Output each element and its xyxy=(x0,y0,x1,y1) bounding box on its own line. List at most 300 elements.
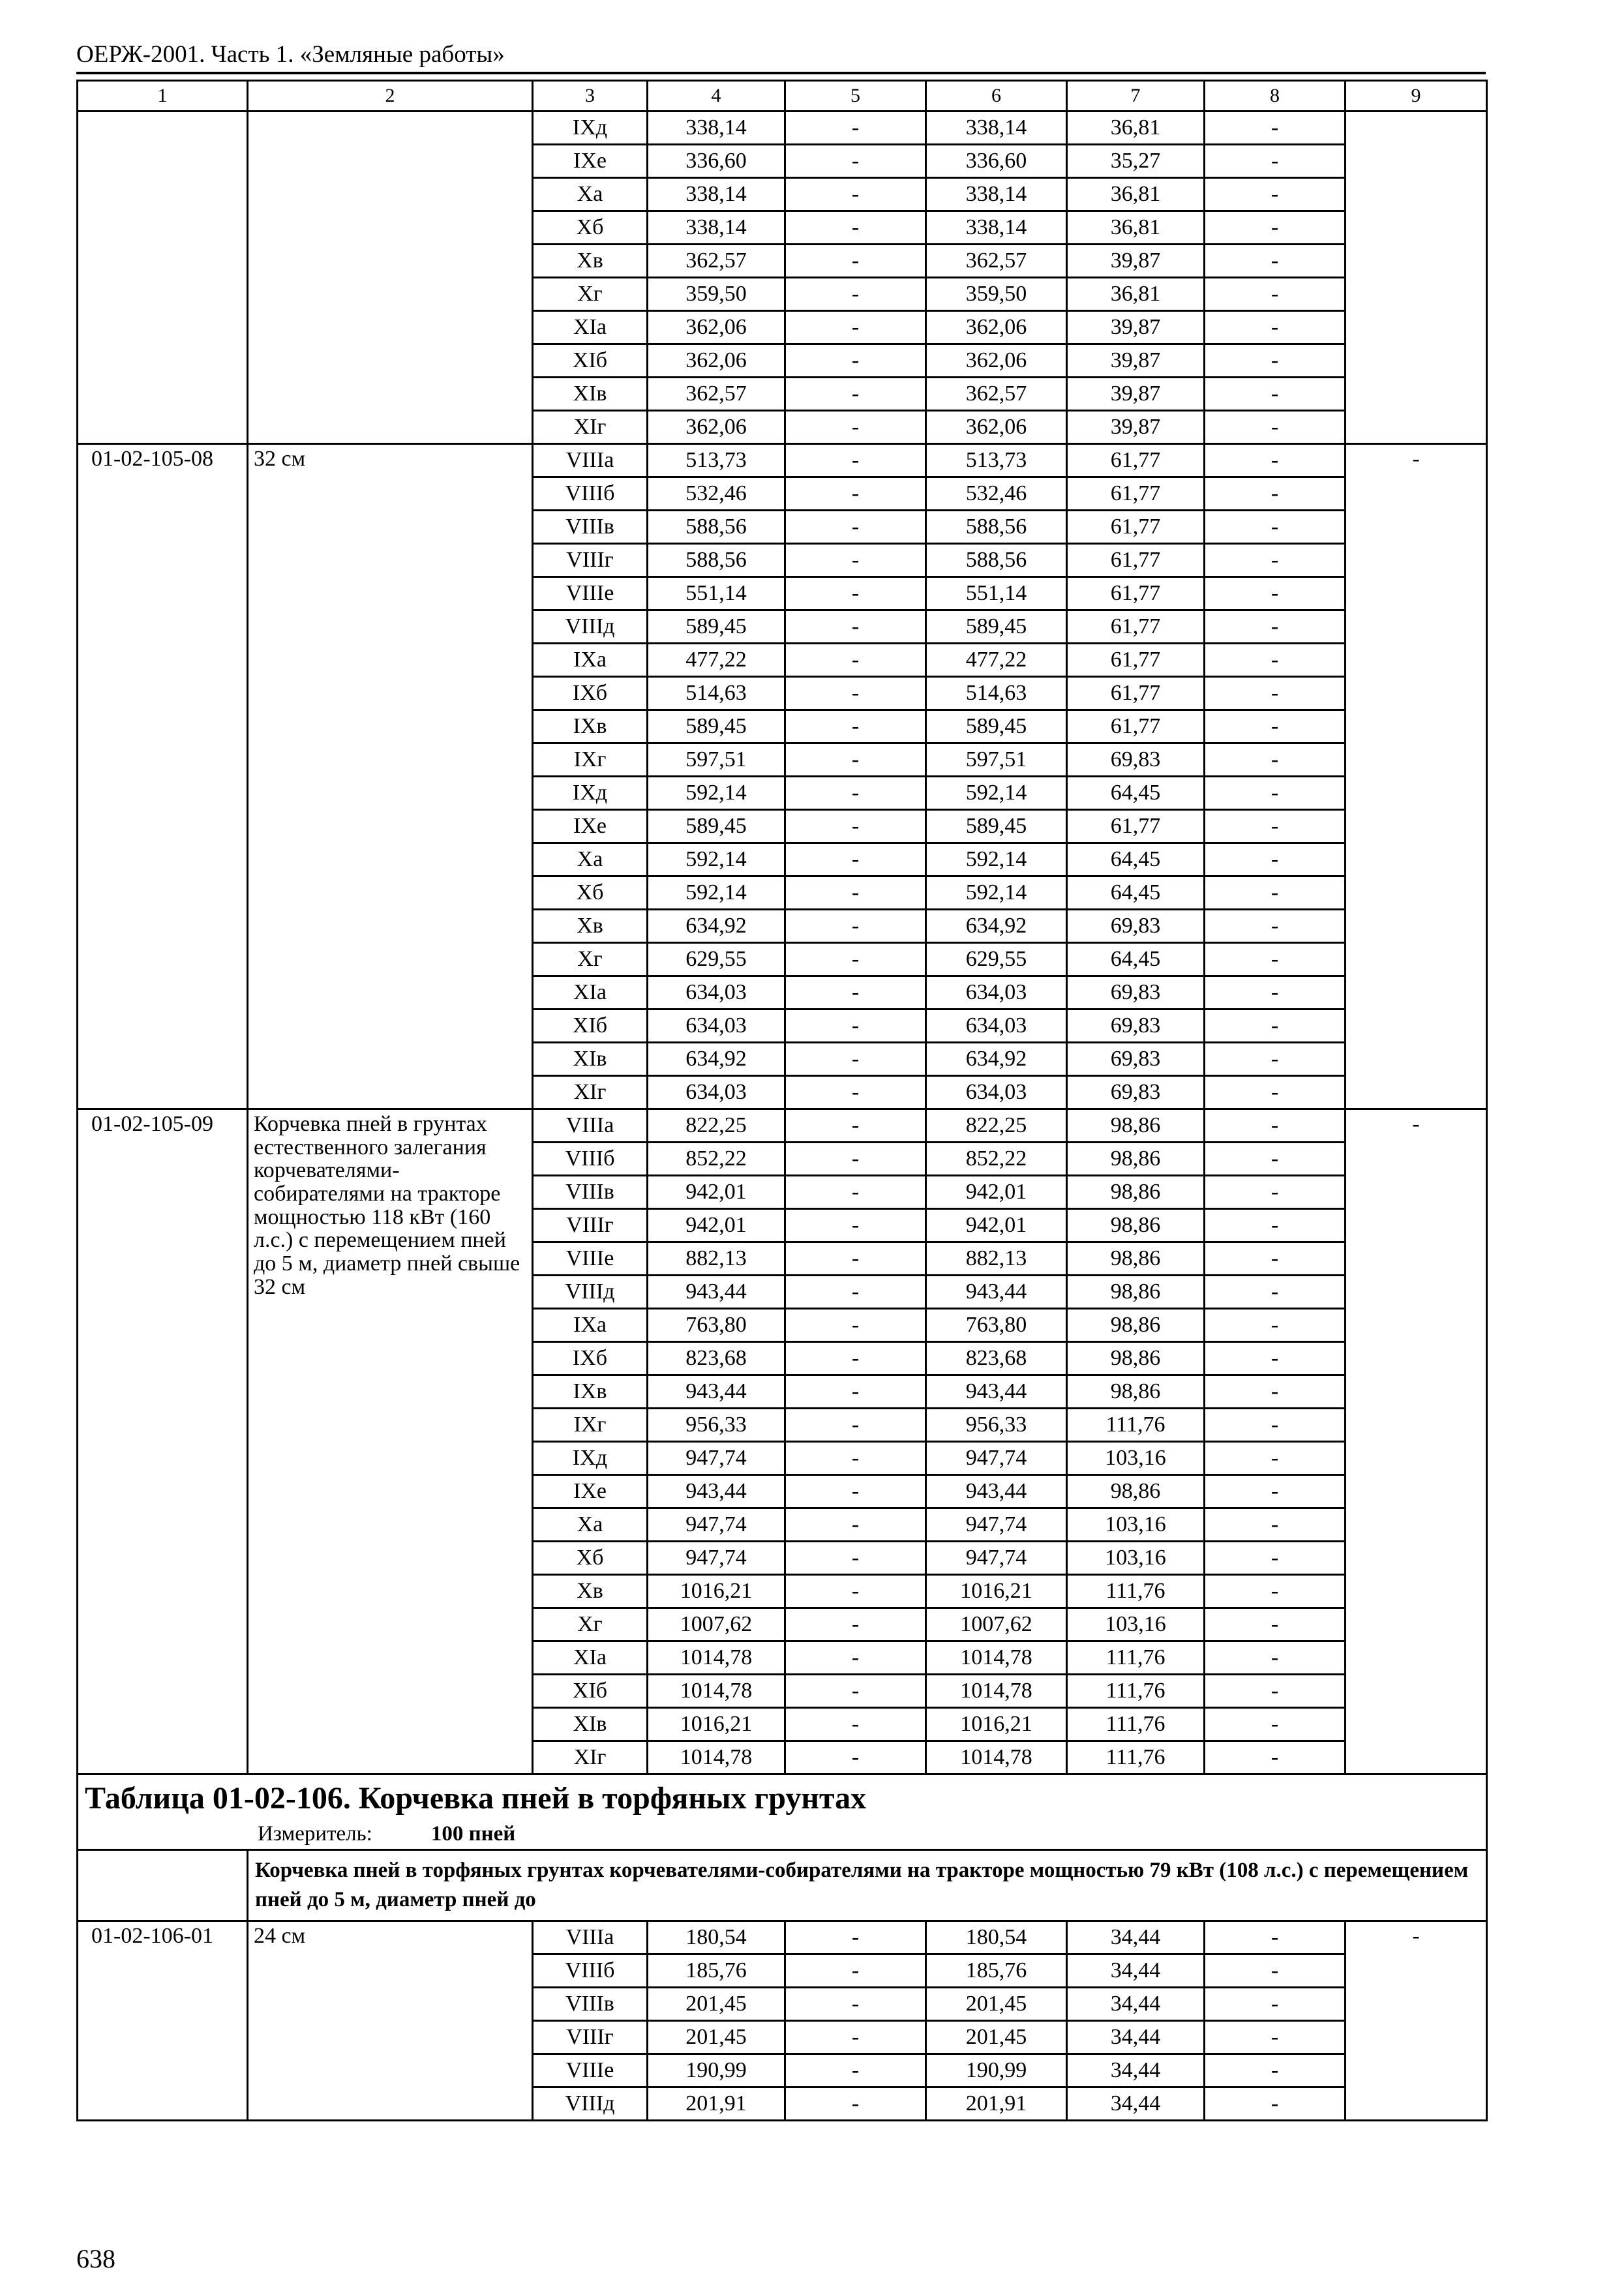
rate-value-cell: XIб xyxy=(533,1010,648,1043)
rate-value-cell: 61,77 xyxy=(1067,477,1205,511)
table-title-cell xyxy=(78,1774,1487,1850)
rate-value-cell: 362,57 xyxy=(926,378,1067,411)
rate-value-cell: 61,77 xyxy=(1067,544,1205,577)
rate-value-cell: - xyxy=(1205,1143,1346,1176)
table-subheading: Корчевка пней в торфяных грунтах корчевателями-собирателями на тракторе мощностью 79 кВт (108 л.с.) с перемещением пней до 5 м, диаметр пней до xyxy=(248,1850,1487,1921)
rate-value-cell: 103,16 xyxy=(1067,1608,1205,1641)
rate-value-cell: 1016,21 xyxy=(648,1708,785,1741)
rate-value-cell: 551,14 xyxy=(926,577,1067,610)
rate-value-cell: 588,56 xyxy=(926,544,1067,577)
rate-value-cell: XIб xyxy=(533,1675,648,1708)
rate-value-cell: 592,14 xyxy=(648,843,785,876)
rate-value-cell: 634,03 xyxy=(926,1076,1067,1109)
rate-value-cell: 589,45 xyxy=(926,610,1067,644)
rate-value-cell: 69,83 xyxy=(1067,910,1205,943)
rate-value-cell: 942,01 xyxy=(648,1176,785,1209)
rate-value-cell: 362,06 xyxy=(926,311,1067,344)
rate-value-cell: 61,77 xyxy=(1067,644,1205,677)
column-number-row xyxy=(78,81,1487,112)
rate-value-cell: 69,83 xyxy=(1067,976,1205,1010)
rate-value-cell: 943,44 xyxy=(926,1276,1067,1309)
rate-value-cell: 34,44 xyxy=(1067,2054,1205,2087)
rate-value-cell: 98,86 xyxy=(1067,1143,1205,1176)
rate-value-cell: 69,83 xyxy=(1067,743,1205,777)
column-number: 4 xyxy=(648,81,785,112)
rate-value-cell: 201,45 xyxy=(648,2020,785,2054)
rate-value-cell: 1014,78 xyxy=(926,1641,1067,1675)
rate-value-cell: 947,74 xyxy=(926,1542,1067,1575)
rate-value-cell: 201,45 xyxy=(926,1987,1067,2020)
rate-value-cell: 1007,62 xyxy=(926,1608,1067,1641)
table-row xyxy=(78,1921,1487,1954)
rate-value-cell: VIIIб xyxy=(533,1143,648,1176)
rate-value-cell: - xyxy=(1205,710,1346,743)
rate-value-cell: 98,86 xyxy=(1067,1342,1205,1375)
rate-value-cell: VIIIд xyxy=(533,610,648,644)
rate-value-cell: 34,44 xyxy=(1067,1987,1205,2020)
rates-table xyxy=(76,80,1488,2121)
rate-value-cell: 592,14 xyxy=(648,876,785,910)
rate-value-cell: - xyxy=(1205,610,1346,644)
rate-value-cell: - xyxy=(1205,1987,1346,2020)
rate-value-cell: 1014,78 xyxy=(926,1675,1067,1708)
rate-value-cell: XIб xyxy=(533,344,648,378)
rate-value-cell: VIIIд xyxy=(533,1276,648,1309)
rate-value-cell: 362,06 xyxy=(926,344,1067,378)
rate-value-cell: 64,45 xyxy=(1067,943,1205,976)
rate-value-cell: - xyxy=(785,1641,926,1675)
rate-value-cell: 103,16 xyxy=(1067,1508,1205,1542)
rate-value-cell: VIIIд xyxy=(533,2087,648,2120)
rate-value-cell: IXд xyxy=(533,112,648,145)
rate-value-cell: - xyxy=(1205,1741,1346,1774)
rate-value-cell: 532,46 xyxy=(648,477,785,511)
rate-value-cell: - xyxy=(785,1708,926,1741)
rate-code-cell: 01-02-105-08 xyxy=(78,444,248,1109)
rate-value-cell: - xyxy=(1205,1242,1346,1276)
rate-value-cell: 589,45 xyxy=(926,710,1067,743)
measure-value: 100 пней xyxy=(430,1821,516,1846)
rate-value-cell: 61,77 xyxy=(1067,810,1205,843)
subheading-blank-cell xyxy=(78,1850,248,1921)
rate-value-cell: Xб xyxy=(533,1542,648,1575)
rate-value-cell: 882,13 xyxy=(926,1242,1067,1276)
rate-value-cell: 588,56 xyxy=(648,544,785,577)
rate-value-cell: 1014,78 xyxy=(648,1641,785,1675)
rate-value-cell: - xyxy=(1205,278,1346,311)
rate-value-cell: 634,03 xyxy=(648,1010,785,1043)
rate-value-cell: - xyxy=(785,1442,926,1475)
rate-value-cell: 589,45 xyxy=(648,610,785,644)
rate-value-cell: 634,92 xyxy=(926,910,1067,943)
rate-value-cell: 822,25 xyxy=(648,1109,785,1143)
rate-value-cell: XIв xyxy=(533,1708,648,1741)
rate-value-cell: 362,06 xyxy=(648,344,785,378)
rate-value-cell: - xyxy=(1205,777,1346,810)
rate-value-cell: VIIIе xyxy=(533,1242,648,1276)
rate-value-cell: 588,56 xyxy=(926,511,1067,544)
rate-value-cell: 111,76 xyxy=(1067,1409,1205,1442)
rate-value-cell: Xв xyxy=(533,245,648,278)
rate-value-cell: Xб xyxy=(533,211,648,245)
rate-value-cell: - xyxy=(1205,1309,1346,1342)
rate-value-cell: VIIIв xyxy=(533,1176,648,1209)
rate-value-cell: 64,45 xyxy=(1067,777,1205,810)
rate-value-cell: - xyxy=(785,1176,926,1209)
rate-value-cell: 98,86 xyxy=(1067,1309,1205,1342)
rate-value-cell: - xyxy=(785,943,926,976)
rate-description-cell: Корчевка пней в грунтах естественного залегания корчевателями-собирателями на тракторе мощностью 118 кВт (160 л.с.) с перемещением пней до 5 м, диаметр пней свыше 32 см xyxy=(248,1109,533,1774)
rate-value-cell: - xyxy=(1205,1708,1346,1741)
rate-value-cell: VIIIг xyxy=(533,1209,648,1242)
rate-value-cell: - xyxy=(1205,178,1346,211)
rate-value-cell: - xyxy=(1205,644,1346,677)
rate-value-cell: VIIIг xyxy=(533,544,648,577)
rate-value-cell: 822,25 xyxy=(926,1109,1067,1143)
rate-value-cell: 763,80 xyxy=(648,1309,785,1342)
rate-value-cell: 362,57 xyxy=(648,378,785,411)
rate-value-cell: Xб xyxy=(533,876,648,910)
rate-description-cell: 24 см xyxy=(248,1921,533,2120)
measure-line xyxy=(258,1823,1479,1846)
rate-value-cell: 185,76 xyxy=(926,1954,1067,1987)
rate-value-cell: 111,76 xyxy=(1067,1641,1205,1675)
rate-value-cell: - xyxy=(1205,477,1346,511)
rate-value-cell: 882,13 xyxy=(648,1242,785,1276)
rate-value-cell: 34,44 xyxy=(1067,1921,1205,1954)
rate-value-cell: 823,68 xyxy=(648,1342,785,1375)
rate-value-cell: 634,92 xyxy=(648,910,785,943)
rate-value-cell: 338,14 xyxy=(648,178,785,211)
rate-value-cell: - xyxy=(785,810,926,843)
rate-code-cell xyxy=(78,112,248,444)
rate-value-cell: 763,80 xyxy=(926,1309,1067,1342)
rate-value-cell: 947,74 xyxy=(926,1442,1067,1475)
rate-value-cell: 1016,21 xyxy=(926,1708,1067,1741)
column-number: 2 xyxy=(248,81,533,112)
rate-value-cell: 477,22 xyxy=(926,644,1067,677)
rate-value-cell: - xyxy=(785,1987,926,2020)
rate-value-cell: Xг xyxy=(533,1608,648,1641)
rate-value-cell: - xyxy=(785,777,926,810)
rate-value-cell: - xyxy=(785,2054,926,2087)
rate-value-cell: 592,14 xyxy=(648,777,785,810)
rate-value-cell: - xyxy=(1205,876,1346,910)
rate-value-cell: 336,60 xyxy=(926,145,1067,178)
column-9-cell: - xyxy=(1346,1921,1487,2120)
rate-value-cell: - xyxy=(785,677,926,710)
rate-value-cell: 98,86 xyxy=(1067,1375,1205,1409)
rate-value-cell: - xyxy=(785,311,926,344)
rate-value-cell: 39,87 xyxy=(1067,311,1205,344)
rate-value-cell: 947,74 xyxy=(926,1508,1067,1542)
rate-value-cell: 338,14 xyxy=(648,112,785,145)
rate-value-cell: - xyxy=(1205,810,1346,843)
rate-value-cell: - xyxy=(1205,1076,1346,1109)
rate-value-cell: - xyxy=(1205,112,1346,145)
rate-value-cell: - xyxy=(785,1276,926,1309)
rate-value-cell: - xyxy=(1205,1109,1346,1143)
rate-value-cell: - xyxy=(1205,411,1346,444)
header-rule xyxy=(76,72,1486,74)
page-header: ОЕРЖ-2001. Часть 1. «Земляные работы» xyxy=(76,41,505,68)
rate-value-cell: 338,14 xyxy=(926,112,1067,145)
rate-value-cell: 943,44 xyxy=(926,1475,1067,1508)
rate-value-cell: 1016,21 xyxy=(926,1575,1067,1608)
rate-value-cell: - xyxy=(785,1043,926,1076)
rate-value-cell: IXв xyxy=(533,1375,648,1409)
rate-value-cell: 36,81 xyxy=(1067,112,1205,145)
rate-value-cell: 514,63 xyxy=(648,677,785,710)
rate-value-cell: VIIIв xyxy=(533,511,648,544)
rate-code-cell: 01-02-106-01 xyxy=(78,1921,248,2120)
rate-value-cell: IXб xyxy=(533,677,648,710)
rate-value-cell: 362,06 xyxy=(926,411,1067,444)
rate-value-cell: - xyxy=(1205,2020,1346,2054)
rate-value-cell: IXд xyxy=(533,1442,648,1475)
rate-value-cell: VIIIб xyxy=(533,1954,648,1987)
column-number: 6 xyxy=(926,81,1067,112)
rate-value-cell: VIIIг xyxy=(533,2020,648,2054)
subheading-row xyxy=(78,1850,1487,1921)
rate-value-cell: 634,03 xyxy=(648,976,785,1010)
rate-value-cell: 69,83 xyxy=(1067,1043,1205,1076)
rate-value-cell: - xyxy=(785,843,926,876)
rate-value-cell: Xв xyxy=(533,1575,648,1608)
rate-value-cell: - xyxy=(1205,1276,1346,1309)
rate-value-cell: - xyxy=(785,444,926,477)
rate-value-cell: 514,63 xyxy=(926,677,1067,710)
rate-value-cell: VIIIе xyxy=(533,2054,648,2087)
rate-value-cell: - xyxy=(1205,1608,1346,1641)
rate-value-cell: 34,44 xyxy=(1067,1954,1205,1987)
rate-value-cell: VIIIе xyxy=(533,577,648,610)
rate-value-cell: VIIIб xyxy=(533,477,648,511)
rate-value-cell: 201,91 xyxy=(648,2087,785,2120)
rate-value-cell: - xyxy=(785,344,926,378)
rate-value-cell: 111,76 xyxy=(1067,1741,1205,1774)
rate-value-cell: 201,91 xyxy=(926,2087,1067,2120)
rate-value-cell: - xyxy=(785,876,926,910)
rate-value-cell: Xг xyxy=(533,278,648,311)
rate-value-cell: - xyxy=(785,1921,926,1954)
rate-value-cell: - xyxy=(1205,211,1346,245)
rate-value-cell: 103,16 xyxy=(1067,1442,1205,1475)
rate-value-cell: 111,76 xyxy=(1067,1675,1205,1708)
rate-value-cell: - xyxy=(1205,311,1346,344)
rate-value-cell: 634,03 xyxy=(648,1076,785,1109)
rate-value-cell: - xyxy=(785,1475,926,1508)
rate-value-cell: - xyxy=(1205,1010,1346,1043)
column-number: 7 xyxy=(1067,81,1205,112)
rate-value-cell: - xyxy=(785,1409,926,1442)
rate-value-cell: - xyxy=(785,112,926,145)
rate-value-cell: 943,44 xyxy=(648,1375,785,1409)
rate-value-cell: 36,81 xyxy=(1067,211,1205,245)
rate-value-cell: 111,76 xyxy=(1067,1708,1205,1741)
rate-value-cell: Xа xyxy=(533,843,648,876)
rate-value-cell: VIIIа xyxy=(533,444,648,477)
rate-value-cell: - xyxy=(785,378,926,411)
rate-value-cell: - xyxy=(1205,1508,1346,1542)
rate-value-cell: - xyxy=(785,1109,926,1143)
rate-value-cell: - xyxy=(785,1608,926,1641)
table-row xyxy=(78,112,1487,145)
rate-value-cell: - xyxy=(785,511,926,544)
rate-value-cell: - xyxy=(1205,910,1346,943)
rate-value-cell: - xyxy=(785,2020,926,2054)
rate-value-cell: 180,54 xyxy=(648,1921,785,1954)
rate-value-cell: - xyxy=(1205,1641,1346,1675)
rate-value-cell: 852,22 xyxy=(926,1143,1067,1176)
rate-value-cell: Xв xyxy=(533,910,648,943)
rate-value-cell: - xyxy=(785,1010,926,1043)
rate-value-cell: XIг xyxy=(533,1741,648,1774)
rate-value-cell: 201,45 xyxy=(926,2020,1067,2054)
rate-value-cell: 592,14 xyxy=(926,777,1067,810)
rate-value-cell: XIв xyxy=(533,378,648,411)
rate-value-cell: 1007,62 xyxy=(648,1608,785,1641)
rate-value-cell: - xyxy=(1205,1675,1346,1708)
rate-value-cell: 39,87 xyxy=(1067,344,1205,378)
rate-value-cell: 1014,78 xyxy=(926,1741,1067,1774)
rate-value-cell: - xyxy=(785,1375,926,1409)
rate-value-cell: - xyxy=(785,477,926,511)
rate-value-cell: - xyxy=(1205,943,1346,976)
rate-value-cell: 35,27 xyxy=(1067,145,1205,178)
rate-value-cell: IXе xyxy=(533,1475,648,1508)
rate-value-cell: IXе xyxy=(533,810,648,843)
column-number: 8 xyxy=(1205,81,1346,112)
rate-value-cell: 39,87 xyxy=(1067,245,1205,278)
rate-value-cell: 359,50 xyxy=(926,278,1067,311)
rate-value-cell: 956,33 xyxy=(926,1409,1067,1442)
rate-value-cell: 39,87 xyxy=(1067,378,1205,411)
rate-value-cell: 588,56 xyxy=(648,511,785,544)
rate-value-cell: - xyxy=(785,278,926,311)
rate-value-cell: - xyxy=(1205,2054,1346,2087)
rate-value-cell: IXг xyxy=(533,1409,648,1442)
rate-value-cell: 185,76 xyxy=(648,1954,785,1987)
rate-value-cell: 336,60 xyxy=(648,145,785,178)
rate-value-cell: 338,14 xyxy=(926,211,1067,245)
rate-value-cell: - xyxy=(785,1675,926,1708)
rate-value-cell: - xyxy=(1205,245,1346,278)
rate-value-cell: 61,77 xyxy=(1067,710,1205,743)
rate-value-cell: 39,87 xyxy=(1067,411,1205,444)
rate-value-cell: - xyxy=(785,245,926,278)
rate-value-cell: 477,22 xyxy=(648,644,785,677)
rate-value-cell: - xyxy=(1205,1954,1346,1987)
rate-value-cell: - xyxy=(1205,2087,1346,2120)
rate-value-cell: Xа xyxy=(533,178,648,211)
rate-value-cell: 823,68 xyxy=(926,1342,1067,1375)
column-number: 5 xyxy=(785,81,926,112)
rate-value-cell: - xyxy=(785,1242,926,1276)
measure-label: Измеритель: xyxy=(258,1821,372,1846)
rate-value-cell: 98,86 xyxy=(1067,1176,1205,1209)
rate-description-cell xyxy=(248,112,533,444)
column-9-cell: - xyxy=(1346,1109,1487,1774)
rate-value-cell: 947,74 xyxy=(648,1508,785,1542)
rate-value-cell: 98,86 xyxy=(1067,1242,1205,1276)
rate-value-cell: 359,50 xyxy=(648,278,785,311)
rate-value-cell: - xyxy=(785,1575,926,1608)
rate-value-cell: 947,74 xyxy=(648,1542,785,1575)
rate-value-cell: 34,44 xyxy=(1067,2020,1205,2054)
rate-value-cell: 180,54 xyxy=(926,1921,1067,1954)
rate-value-cell: - xyxy=(785,1954,926,1987)
rate-value-cell: 98,86 xyxy=(1067,1109,1205,1143)
rate-value-cell: 592,14 xyxy=(926,876,1067,910)
rate-value-cell: 190,99 xyxy=(926,2054,1067,2087)
rate-value-cell: 69,83 xyxy=(1067,1010,1205,1043)
rate-value-cell: - xyxy=(785,976,926,1010)
rate-value-cell: 98,86 xyxy=(1067,1475,1205,1508)
rate-value-cell: - xyxy=(785,577,926,610)
rate-value-cell: - xyxy=(785,1508,926,1542)
rate-value-cell: - xyxy=(785,710,926,743)
column-number: 3 xyxy=(533,81,648,112)
rate-value-cell: 513,73 xyxy=(648,444,785,477)
rate-value-cell: 98,86 xyxy=(1067,1276,1205,1309)
rate-value-cell: - xyxy=(1205,1409,1346,1442)
column-number: 9 xyxy=(1346,81,1487,112)
rate-value-cell: 942,01 xyxy=(926,1209,1067,1242)
rate-value-cell: 362,57 xyxy=(648,245,785,278)
rate-value-cell: 942,01 xyxy=(926,1176,1067,1209)
rate-value-cell: VIIIа xyxy=(533,1109,648,1143)
column-9-cell: - xyxy=(1346,444,1487,1109)
rate-value-cell: 362,06 xyxy=(648,411,785,444)
rate-value-cell: 513,73 xyxy=(926,444,1067,477)
rate-value-cell: VIIIв xyxy=(533,1987,648,2020)
rate-value-cell: 338,14 xyxy=(926,178,1067,211)
column-9-cell xyxy=(1346,112,1487,444)
rate-value-cell: - xyxy=(1205,1176,1346,1209)
rate-value-cell: 634,92 xyxy=(648,1043,785,1076)
rate-value-cell: IXе xyxy=(533,145,648,178)
rate-value-cell: 111,76 xyxy=(1067,1575,1205,1608)
rate-value-cell: IXа xyxy=(533,1309,648,1342)
rate-value-cell: 634,03 xyxy=(926,976,1067,1010)
rate-value-cell: - xyxy=(785,211,926,245)
rate-value-cell: XIа xyxy=(533,976,648,1010)
rate-value-cell: - xyxy=(785,644,926,677)
table-row xyxy=(78,1109,1487,1143)
rate-value-cell: XIа xyxy=(533,311,648,344)
rate-value-cell: - xyxy=(1205,1442,1346,1475)
rate-value-cell: 943,44 xyxy=(648,1276,785,1309)
rate-value-cell: 64,45 xyxy=(1067,843,1205,876)
rate-value-cell: - xyxy=(785,910,926,943)
rate-value-cell: 201,45 xyxy=(648,1987,785,2020)
rate-value-cell: - xyxy=(785,544,926,577)
rate-value-cell: - xyxy=(785,1542,926,1575)
rate-value-cell: 61,77 xyxy=(1067,677,1205,710)
rate-value-cell: - xyxy=(785,743,926,777)
rate-value-cell: 589,45 xyxy=(648,810,785,843)
rate-value-cell: 61,77 xyxy=(1067,444,1205,477)
rate-value-cell: IXд xyxy=(533,777,648,810)
rate-value-cell: 61,77 xyxy=(1067,610,1205,644)
rate-code-cell: 01-02-105-09 xyxy=(78,1109,248,1774)
rate-value-cell: IXг xyxy=(533,743,648,777)
rate-value-cell: 98,86 xyxy=(1067,1209,1205,1242)
rate-value-cell: 942,01 xyxy=(648,1209,785,1242)
rate-value-cell: - xyxy=(785,1741,926,1774)
rate-value-cell: IXб xyxy=(533,1342,648,1375)
